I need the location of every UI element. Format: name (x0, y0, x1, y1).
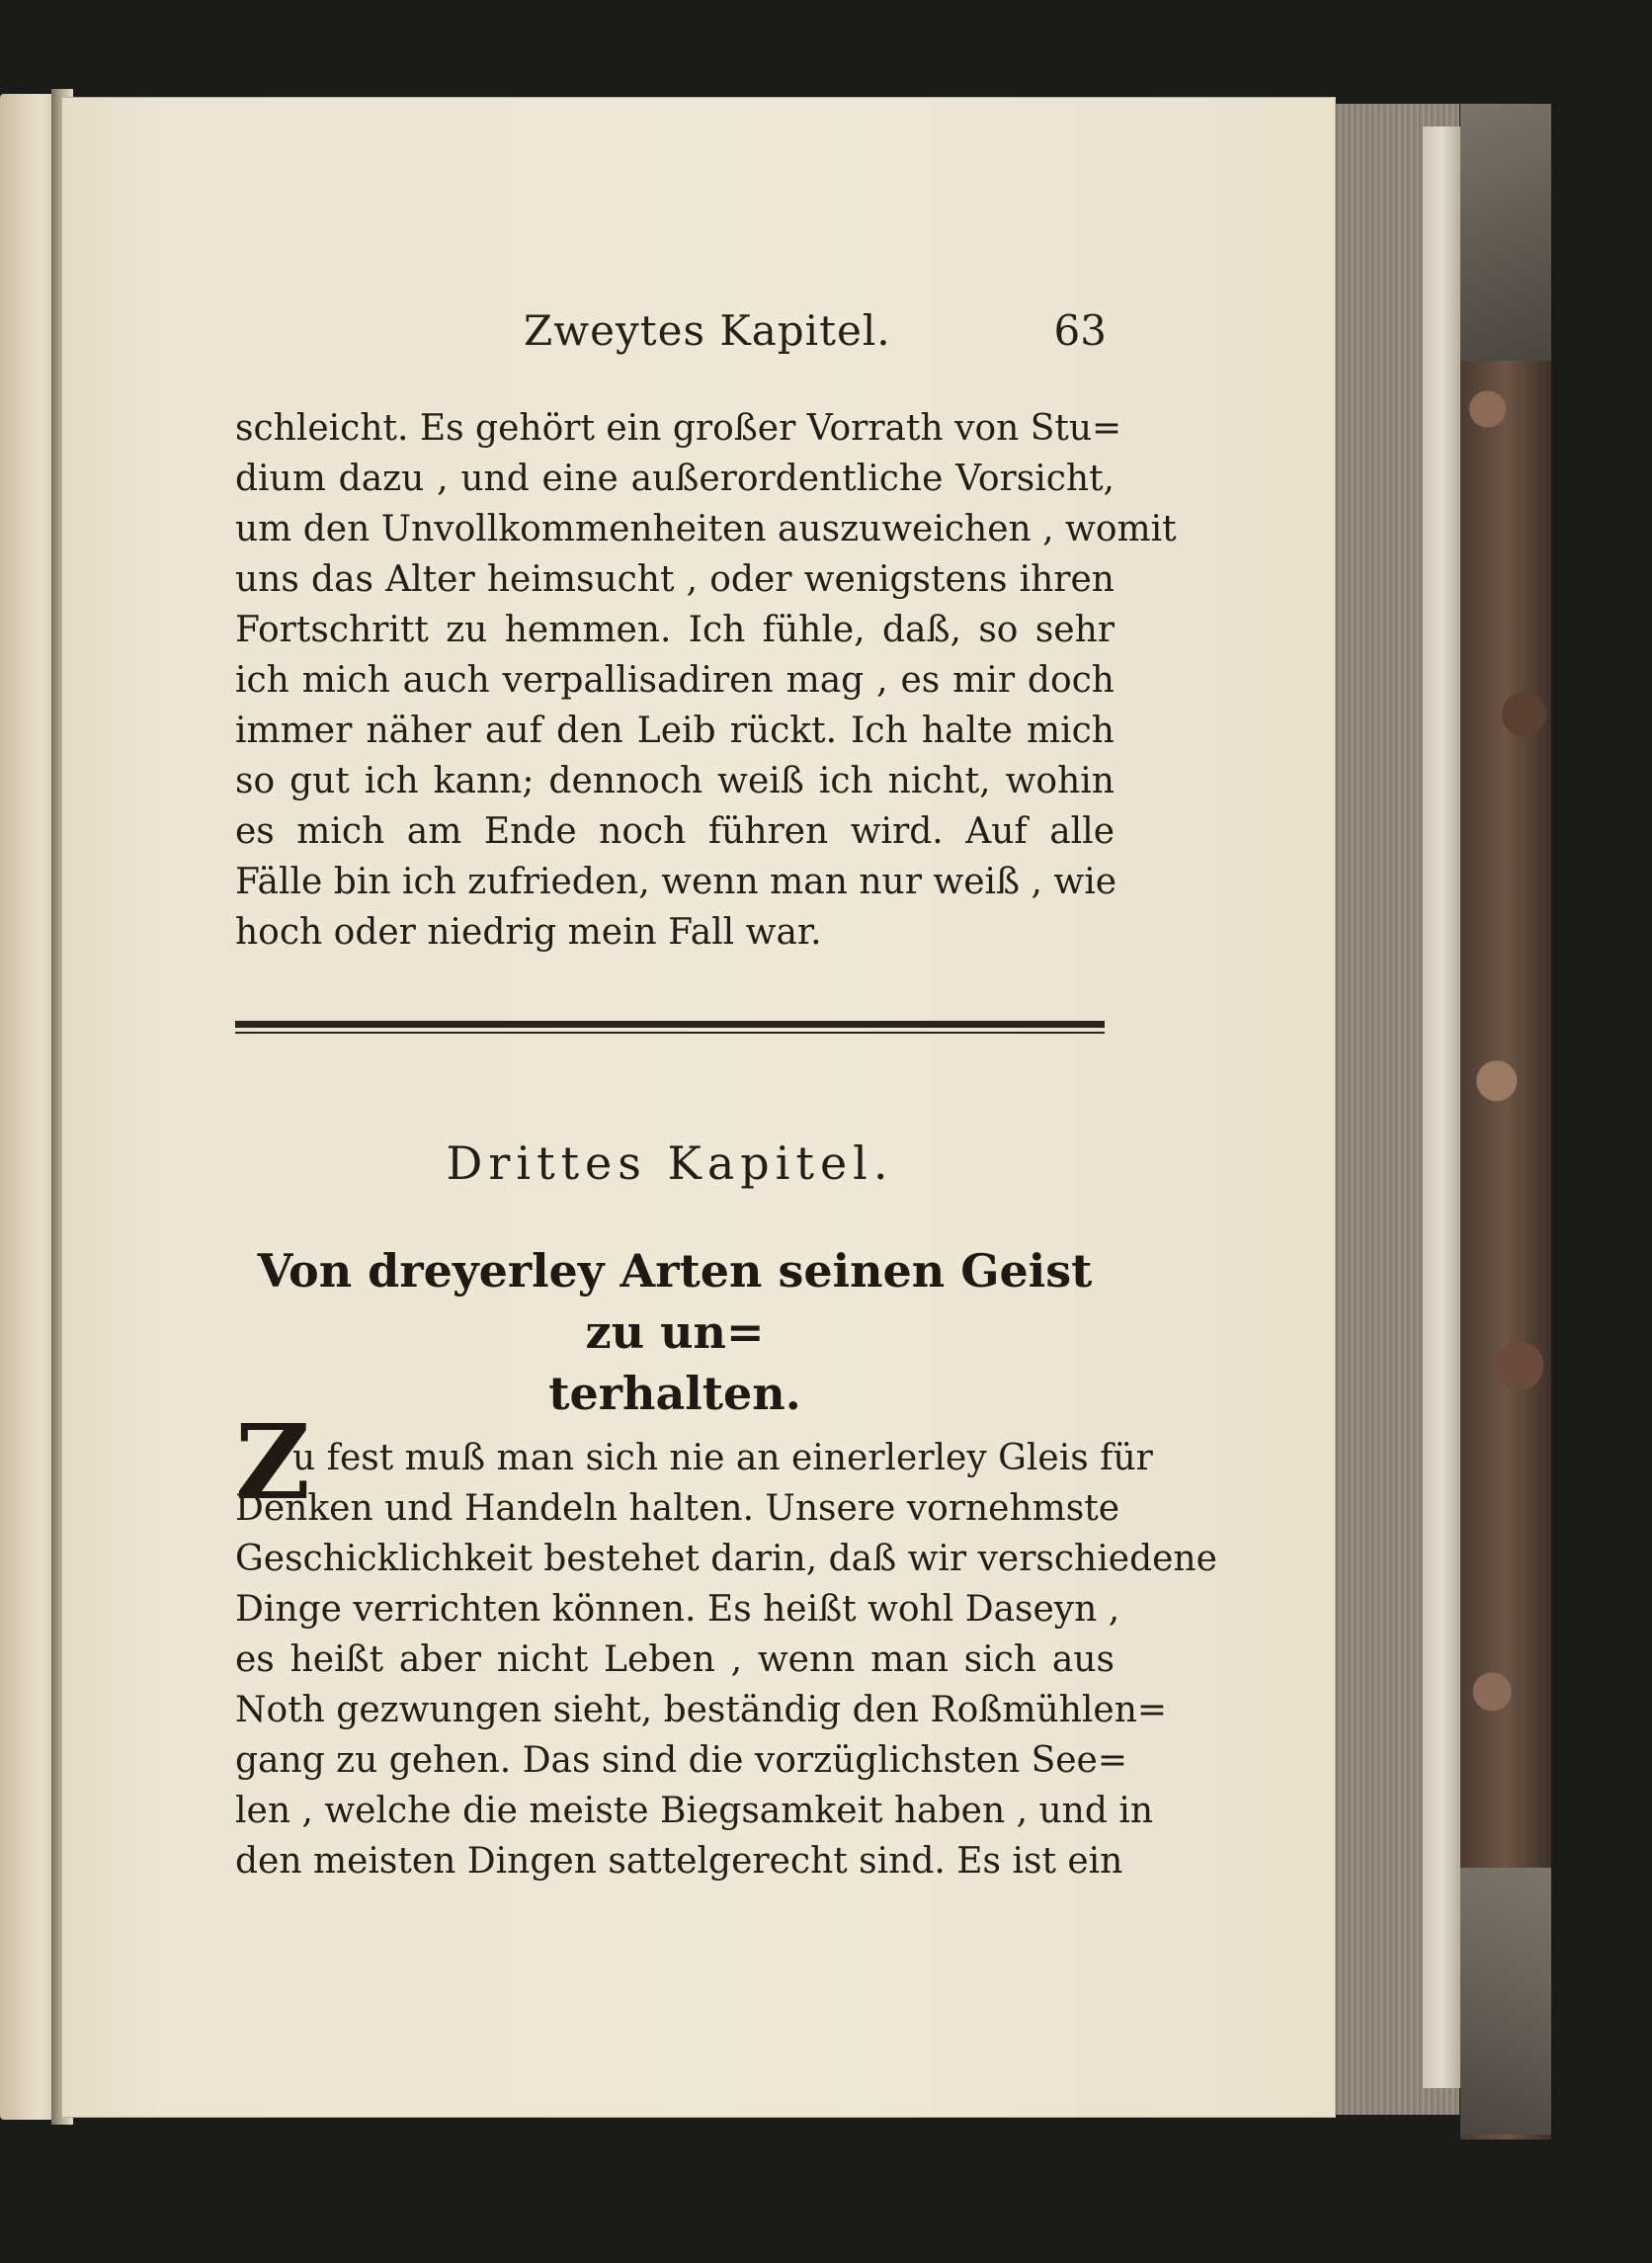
page-number: 63 (1053, 306, 1107, 355)
chapter-divider-rule (235, 1021, 1105, 1037)
left-page-edge (0, 94, 57, 2120)
running-header (237, 306, 1107, 366)
cover-corner-bottom (1460, 1868, 1551, 2135)
chapter-subtitle (235, 1240, 1115, 1424)
page-block-edges-light (1423, 126, 1460, 2088)
text-line: Noth gezwungen sieht, beständig den Roßmühlen= (235, 1690, 1168, 1730)
text-line: hoch oder niedrig mein Fall war. (235, 912, 822, 953)
divider-thin-line (235, 1032, 1105, 1034)
text-line: es mich am Ende noch führen wird. Auf alle (235, 811, 1115, 852)
text-line: den meisten Dingen sattelgerecht sind. Es ist ein (235, 1841, 1123, 1882)
text-line: um den Unvollkommenheiten auszuweichen , womit (235, 509, 1177, 549)
text-line: Geschicklichkeit bestehet darin, daß wir verschiedene (235, 1539, 1217, 1579)
text-line: so gut ich kann; dennoch weiß ich nicht, wohin (235, 761, 1115, 801)
text-line: u fest muß man sich nie an einerlerley Gleis für (292, 1438, 1153, 1478)
text-line: es heißt aber nicht Leben , wenn man sich aus (235, 1639, 1115, 1680)
text-line: immer näher auf den Leib rückt. Ich halte mich (235, 711, 1115, 751)
chapter-subtitle-line-1: Von dreyerley Arten seinen Geist zu un= (257, 1244, 1093, 1359)
text-line: len , welche die meiste Biegsamkeit haben , und in (235, 1791, 1154, 1831)
divider-thick-line (235, 1021, 1105, 1028)
text-line: Dinge verrichten können. Es heißt wohl Daseyn , (235, 1589, 1120, 1630)
text-line: Fälle bin ich zufrieden, wenn man nur weiß , wie (235, 862, 1117, 902)
text-line: Denken und Handeln halten. Unsere vornehmste (235, 1488, 1120, 1529)
chapter-subtitle-line-2: terhalten. (548, 1367, 801, 1420)
text-line: ich mich auch verpallisadiren mag , es mir doch (235, 660, 1115, 701)
drop-cap: Z (235, 1401, 310, 1523)
text-line: gang zu gehen. Das sind die vorzüglichsten See= (235, 1740, 1128, 1781)
text-line: Fortschritt zu hemmen. Ich fühle, daß, so sehr (235, 610, 1115, 650)
cover-corner-top (1460, 104, 1551, 361)
marbled-cover (1460, 104, 1551, 2139)
text-line: dium dazu , und eine außerordentliche Vorsicht, (235, 459, 1115, 499)
paragraph-2 (235, 1433, 1217, 1886)
paragraph-1 (235, 403, 1177, 958)
text-line: uns das Alter heimsucht , oder wenigstens ihren (235, 559, 1115, 600)
text-line: schleicht. Es gehört ein großer Vorrath von Stu= (235, 408, 1122, 449)
running-title: Zweytes Kapitel. (524, 306, 891, 355)
chapter-title: Drittes Kapitel. (446, 1136, 894, 1190)
